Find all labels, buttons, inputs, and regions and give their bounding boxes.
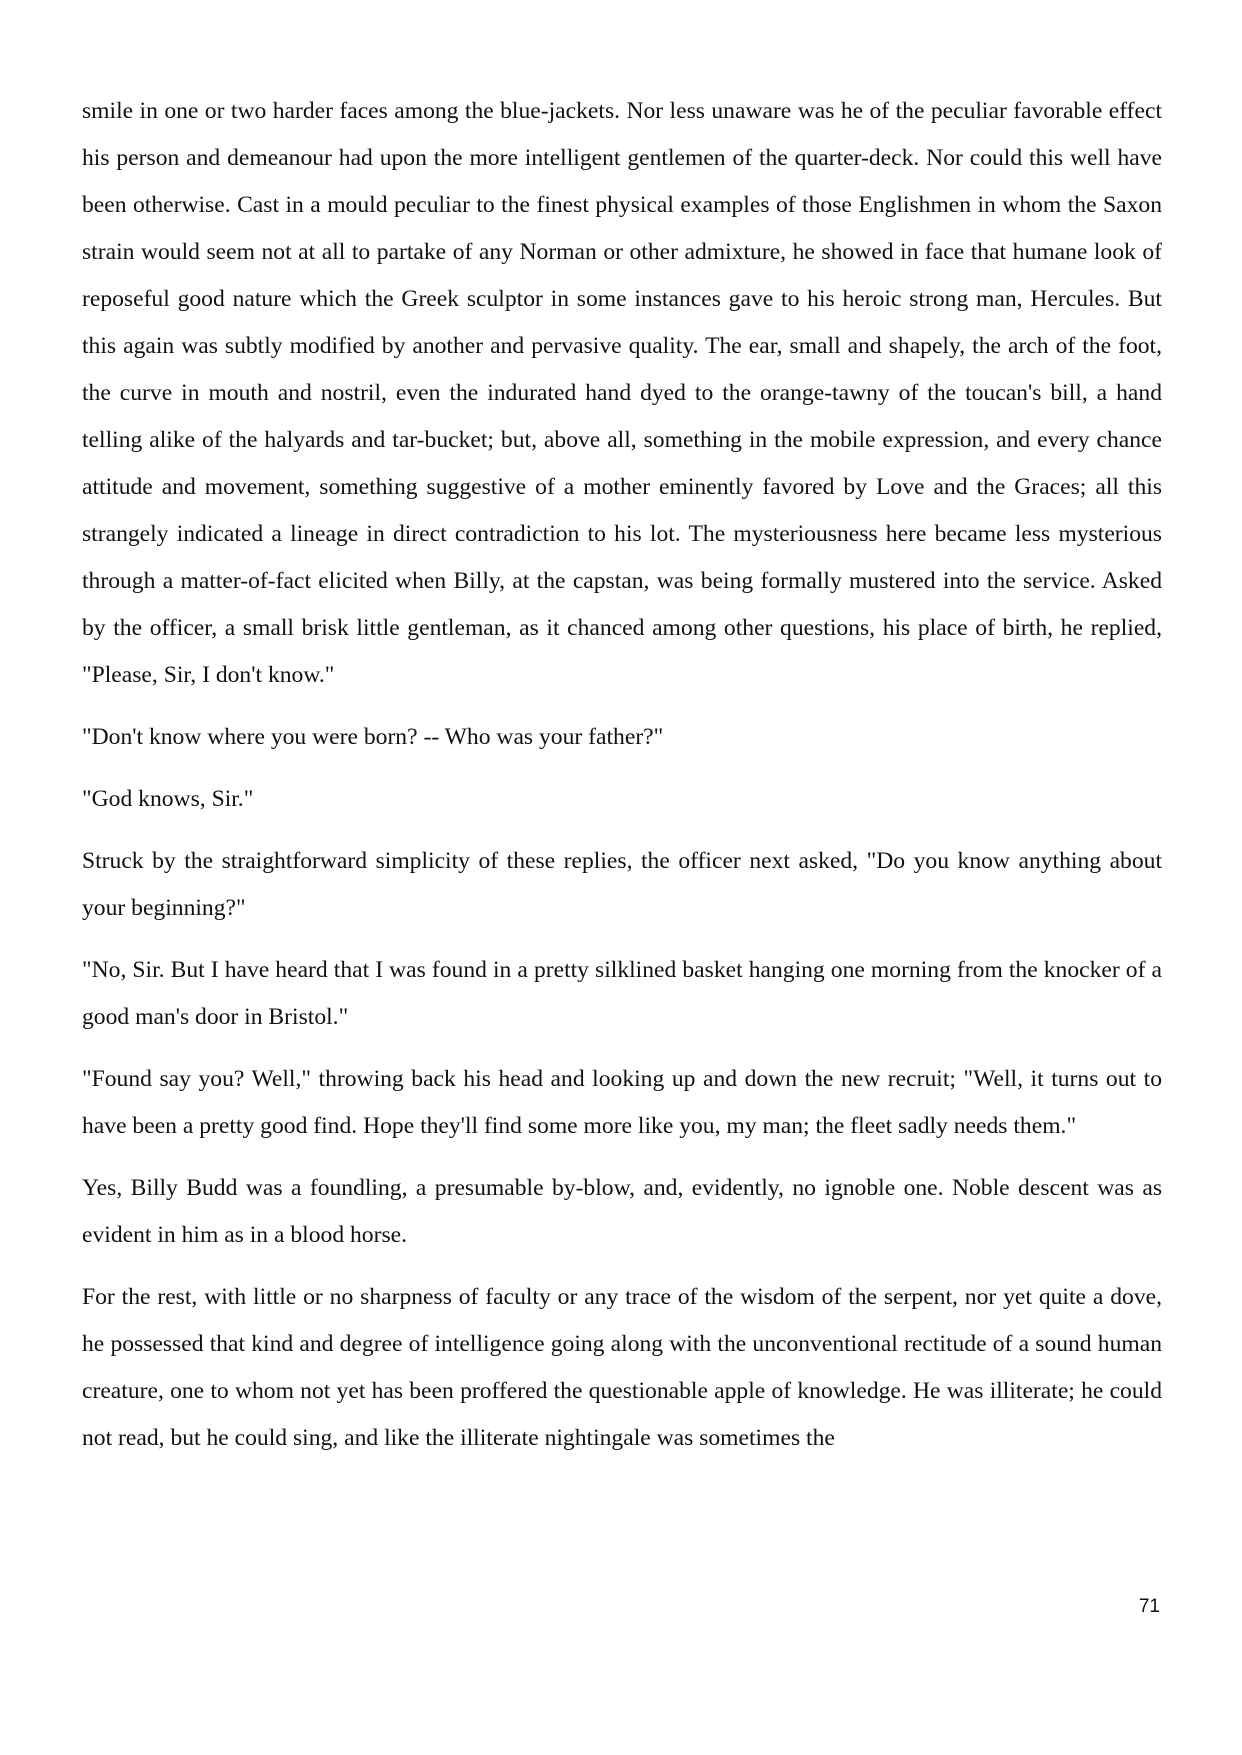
paragraph: "Don't know where you were born? -- Who was your father?" <box>82 724 664 750</box>
page-number: 71 <box>1138 1596 1160 1617</box>
paragraph: For the rest, with little or no sharpness of faculty or any trace of the wisdom of the serpent, nor yet quite a dove, he possessed that kind and degree of intelligence going along with the unconventional rectitude of a sound human creature, one to whom not yet has been proffered the questionable apple of knowledge. He was illiterate; he could not read, but he could sing, and like the illiterate nightingale was sometimes the <box>82 1284 1162 1451</box>
paragraph: Struck by the straightforward simplicity of these replies, the officer next asked, "Do you know anything about your beginning?" <box>82 848 1162 921</box>
paragraph: Yes, Billy Budd was a foundling, a presumable by-blow, and, evidently, no ignoble one. Noble descent was as evident in him as in a blood horse. <box>82 1175 1162 1248</box>
paragraph: smile in one or two harder faces among the blue-jackets. Nor less unaware was he of the peculiar favorable effect his person and demeanour had upon the more intelligent gentlemen of the quarter-deck. Nor could this well have been otherwise. Cast in a mould peculiar to the finest physical examples of those Englishmen in whom the Saxon strain would seem not at all to partake of any Norman or other admixture, he showed in face that humane look of reposeful good nature which the Greek sculptor in some instances gave to his heroic strong man, Hercules. But this again was subtly modified by another and pervasive quality. The ear, small and shapely, the arch of the foot, the curve in mouth and nostril, even the indurated hand dyed to the orange-tawny of the toucan's bill, a hand telling alike of the halyards and tar-bucket; but, above all, something in the mobile expression, and every chance attitude and movement, something suggestive of a mother eminently favored by Love and the Graces; all this strangely indicated a lineage in direct contradiction to his lot. The mysteriousness here became less mysterious through a matter-of-fact elicited when Billy, at the capstan, was being formally mustered into the service. Asked by the officer, a small brisk little gentleman, as it chanced among other questions, his place of birth, he replied, "Please, Sir, I don't know." <box>82 98 1162 688</box>
body-text <box>82 88 1162 1477</box>
paragraph: "God knows, Sir." <box>82 786 254 812</box>
paragraph: "No, Sir. But I have heard that I was found in a pretty silklined basket hanging one morning from the knocker of a good man's door in Bristol." <box>82 957 1162 1030</box>
paragraph: "Found say you? Well," throwing back his head and looking up and down the new recruit; "Well, it turns out to have been a pretty good find. Hope they'll find some more like you, my man; the fleet sadly needs them." <box>82 1066 1162 1139</box>
